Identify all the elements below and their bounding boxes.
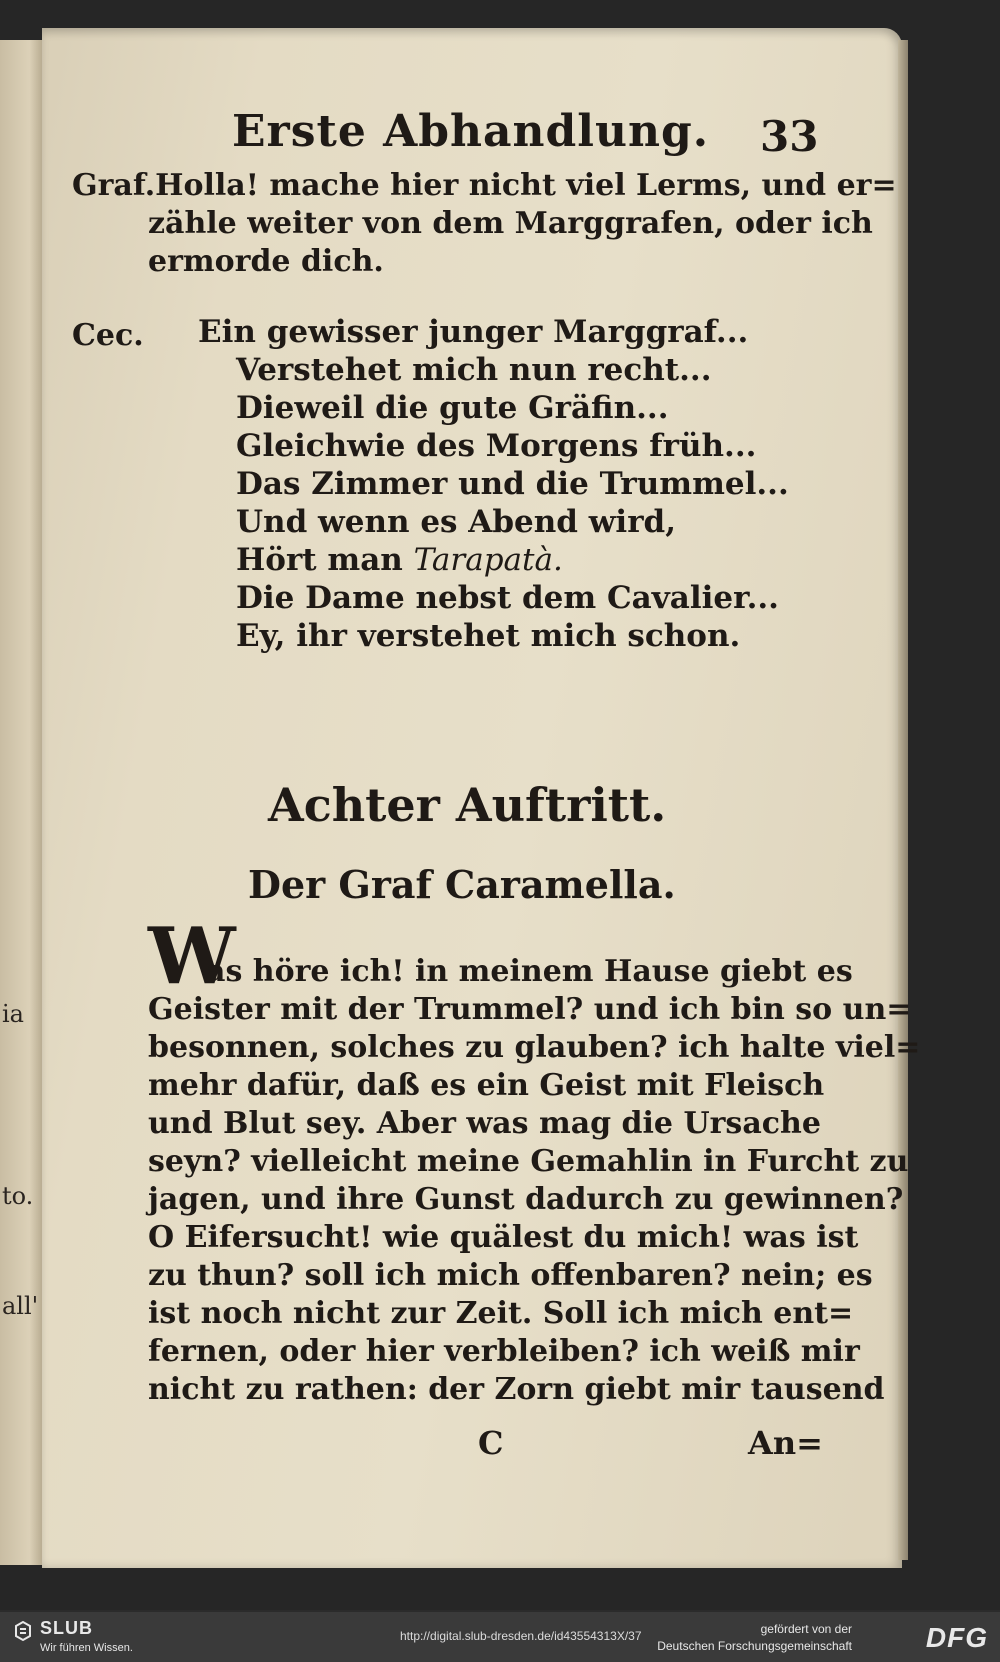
dfg-logo: DFG [925, 1622, 988, 1653]
verse-line: Dieweil die gute Gräfin... [236, 390, 669, 426]
monologue-line: nicht zu rathen: der Zorn giebt mir tausend [148, 1372, 885, 1407]
speech-graf-line: ermorde dich. [148, 244, 384, 279]
scene-persons: Der Graf Caramella. [248, 862, 676, 907]
verse-line: Gleichwie des Morgens früh... [236, 428, 757, 464]
source-url-link[interactable]: http://digital.slub-dresden.de/id43554313X/37 [400, 1629, 642, 1643]
speaker-cec: Cec. [72, 318, 144, 353]
verse-line: Das Zimmer und die Trummel... [236, 466, 789, 502]
slub-logo-icon [12, 1620, 34, 1642]
verse-line [236, 542, 563, 578]
verse-line: Ey, ihr verstehet mich schon. [236, 618, 741, 654]
funder-text: gefördert von der [760, 1622, 852, 1636]
monologue-line: Geister mit der Trummel? und ich bin so un= [148, 992, 912, 1027]
slub-tagline: Wir führen Wissen. [40, 1642, 133, 1654]
page-block-edge [898, 40, 908, 1560]
signature-mark: C [478, 1424, 504, 1462]
monologue-line: O Eifersucht! wie quälest du mich! was ist [148, 1220, 859, 1255]
monologue-line: zu thun? soll ich mich offenbaren? nein; es [148, 1258, 873, 1293]
monologue-line: und Blut sey. Aber was mag die Ursache [148, 1106, 821, 1141]
margin-fragment: to. [2, 1182, 34, 1210]
monologue-line: besonnen, solches zu glauben? ich halte viel= [148, 1030, 921, 1065]
slub-name: SLUB [40, 1618, 93, 1638]
funder-name: Deutschen Forschungsgemeinschaft [657, 1639, 852, 1653]
verse-line: Verstehet mich nun recht... [236, 352, 712, 388]
speech-graf-line: zähle weiter von dem Marggrafen, oder ich [148, 206, 873, 241]
monologue-line: seyn? vielleicht meine Gemahlin in Furcht zu [148, 1144, 909, 1179]
drop-cap: W [148, 911, 236, 1002]
page-number: 33 [760, 112, 819, 161]
monologue-line: ist noch nicht zur Zeit. Soll ich mich ent= [148, 1296, 854, 1331]
monologue-line: as höre ich! in meinem Hause giebt es [206, 954, 853, 989]
catchword: An= [748, 1424, 823, 1462]
speaker-graf: Graf. [72, 168, 156, 203]
italic-word: Tarapatà. [413, 542, 563, 578]
speech-text: Holla! mache hier nicht viel Lerms, und er= [155, 168, 897, 203]
scene-title: Achter Auftritt. [268, 778, 667, 832]
viewer-footer [0, 1612, 1000, 1662]
monologue-line: mehr dafür, daß es ein Geist mit Fleisch [148, 1068, 825, 1103]
verse-line: Ein gewisser junger Marggraf... [198, 314, 749, 350]
speech-graf-line [72, 168, 897, 203]
running-head: Erste Abhandlung. [232, 106, 710, 157]
previous-page-edge [0, 40, 44, 1565]
verse-line: Und wenn es Abend wird, [236, 504, 677, 540]
margin-fragment: ia [2, 1000, 24, 1028]
monologue-line: fernen, oder hier verbleiben? ich weiß mir [148, 1334, 860, 1369]
margin-fragment: all' [2, 1292, 39, 1320]
verse-line: Die Dame nebst dem Cavalier... [236, 580, 779, 616]
verse-text: Hört man [236, 542, 403, 578]
monologue-line: jagen, und ihre Gunst dadurch zu gewinnen? [148, 1182, 904, 1217]
